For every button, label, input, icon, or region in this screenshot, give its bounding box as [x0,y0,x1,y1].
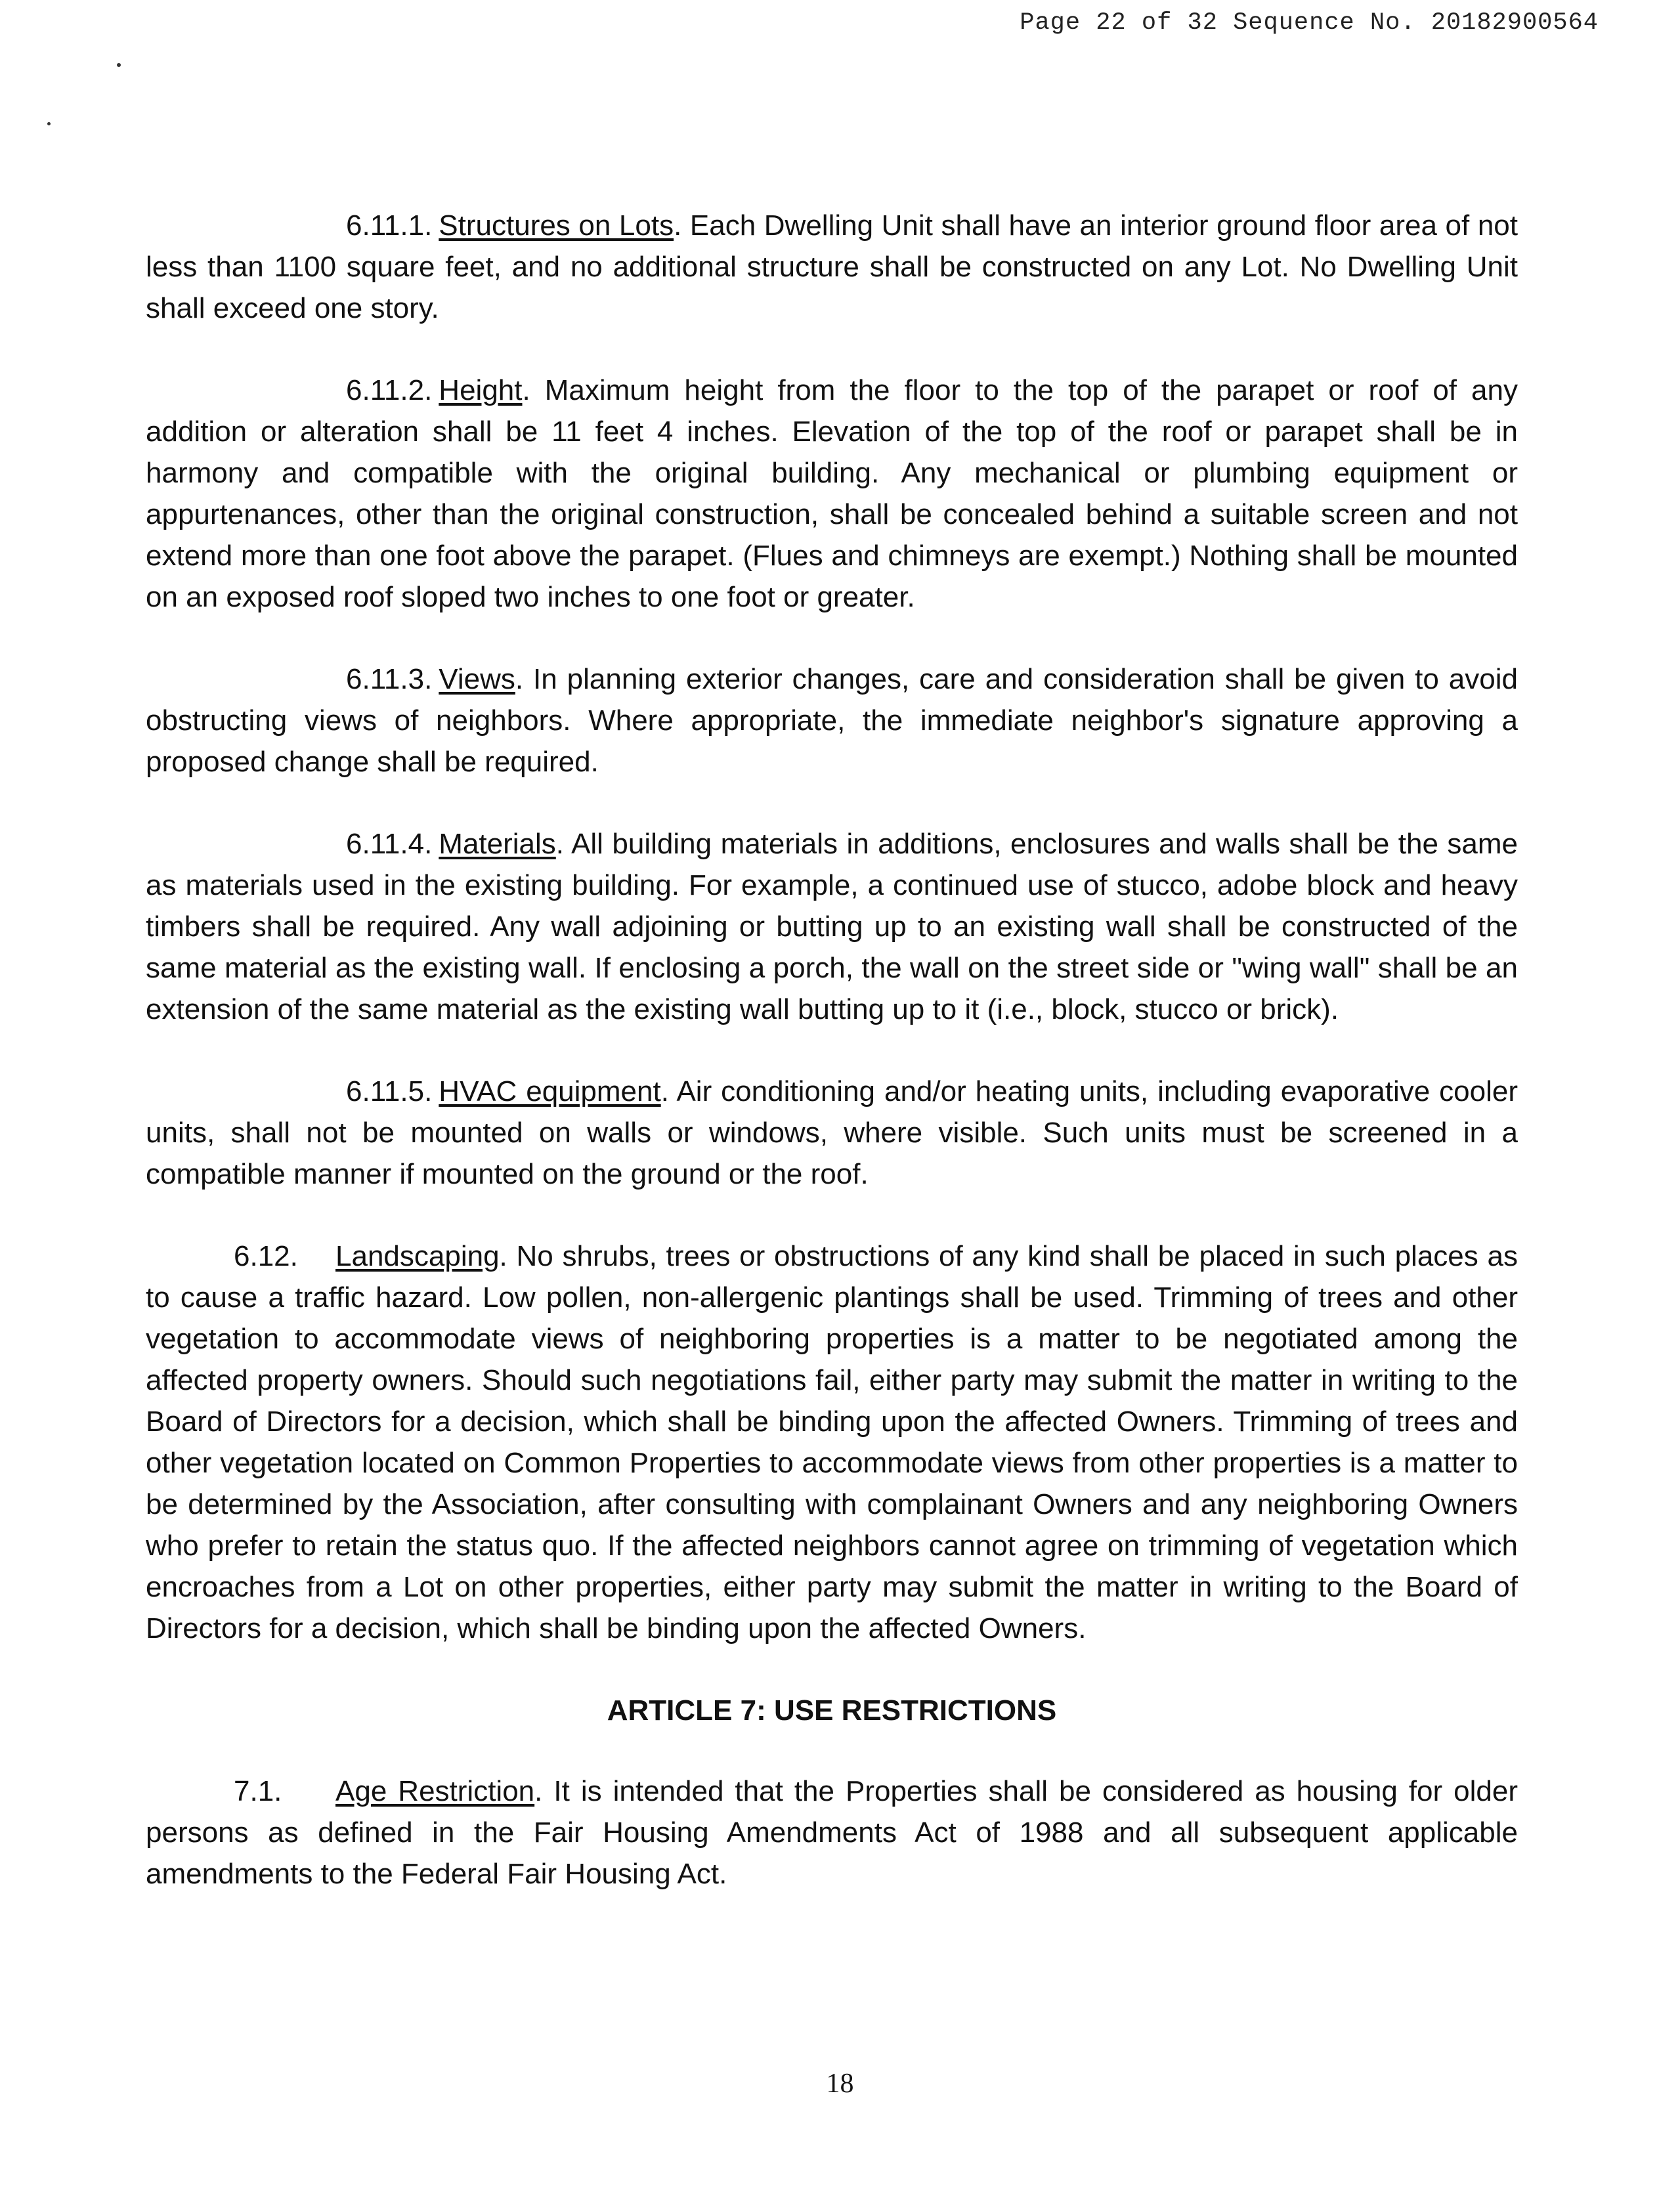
section-6-11-5: 6.11.5. HVAC equipment. Air conditioning and/or heating units, including evaporative cooler units, shall not be mounted on walls or windows, where visible. Such units must be screened in a compatible manner if mounted on the ground or the roof. [146,1071,1518,1195]
section-text: It is intended that the Properties shall be considered as housing for older persons as defined in the Fair Housing Amendments Act of 1988 and all subsequent applicable amendments to the Federal Fair Housing Act. [146,1775,1518,1890]
page-header: Page 22 of 32 Sequence No. 20182900564 [1020,9,1599,37]
section-text: All building materials in additions, enclosures and walls shall be the same as materials used in the existing building. For example, a continued use of stucco, adobe block and heavy timbers shall be required. Any wall adjoining or butting up to an existing wall shall be constructed of the same material as the existing wall. If enclosing a porch, the wall on the street side or "wing wall" shall be an extension of the same material as the existing wall butting up to it (i.e., block, stucco or brick). [146,828,1518,1025]
section-7-1: 7.1. Age Restriction. It is intended that the Properties shall be considered as housing for older persons as defined in the Fair Housing Amendments Act of 1988 and all subsequent applicable amendments to the Federal Fair Housing Act. [146,1771,1518,1895]
article-heading: ARTICLE 7: USE RESTRICTIONS [607,1694,1057,1727]
section-6-12: 6.12. Landscaping. No shrubs, trees or obstructions of any kind shall be placed in such places as to cause a traffic hazard. Low pollen, non-allergenic plantings shall be used. Trimming of trees and other vegetation to accommodate views of neighboring properties is a matter to be negotiated among the affected property owners. Should such negotiations fail, either party may submit the matter in writing to the Board of Directors for a decision, which shall be binding upon the affected Owners. Trimming of trees and other vegetation located on Common Properties to accommodate views from other properties is a matter to be determined by the Association, after consulting with complainant Owners and any neighboring Owners who prefer to retain the status quo. If the affected neighbors cannot agree on trimming of vegetation which encroaches from a Lot on other properties, either party may submit the matter in writing to the Board of Directors for a decision, which shall be binding upon the affected Owners. [146,1235,1518,1649]
scan-speck [47,122,51,125]
section-title: HVAC equipment [439,1075,661,1107]
scan-speck [117,63,121,67]
section-text: Maximum height from the floor to the top of the parapet or roof of any addition or alteration shall be 11 feet 4 inches. Elevation of the top of the roof or parapet shall be in harmony and compatible with the original building. Any mechanical or plumbing equipment or appurtenances, other than the original construction, shall be concealed behind a suitable screen and not extend more than one foot above the parapet. (Flues and chimneys are exempt.) Nothing shall be mounted on an exposed roof sloped two inches to one foot or greater. [146,374,1518,613]
section-title: Materials [439,828,556,860]
section-number: 6.11.4. [346,828,433,860]
section-number: 7.1. [234,1775,282,1807]
document-body [146,205,1518,1935]
section-text: Each Dwelling Unit shall have an interior ground floor area of not less than 1100 square feet, and no additional structure shall be constructed on any Lot. No Dwelling Unit shall exceed one story. [146,209,1518,324]
section-6-11-3: 6.11.3. Views. In planning exterior changes, care and consideration shall be given to avoid obstructing views of neighbors. Where appropriate, the immediate neighbor's signature approving a proposed change shall be required. [146,658,1518,783]
section-number: 6.11.3. [346,663,433,695]
section-title: Views [439,663,515,695]
section-number: 6.11.5. [346,1075,433,1107]
section-title: Structures on Lots [439,209,674,242]
section-number: 6.11.1. [346,209,433,242]
section-6-11-1: 6.11.1. Structures on Lots. Each Dwelling Unit shall have an interior ground floor area of not less than 1100 square feet, and no additional structure shall be constructed on any Lot. No Dwelling Unit shall exceed one story. [146,205,1518,329]
section-number: 6.12. [234,1240,298,1272]
section-title: Age Restriction [335,1775,535,1807]
section-title: Landscaping [335,1240,500,1272]
section-text: Air conditioning and/or heating units, including evaporative cooler units, shall not be mounted on walls or windows, where visible. Such units must be screened in a compatible manner if mounted on the ground or the roof. [146,1075,1518,1190]
section-text: No shrubs, trees or obstructions of any kind shall be placed in such places as to cause a traffic hazard. Low pollen, non-allergenic plantings shall be used. Trimming of trees and other vegetation to accommodate views of neighboring properties is a matter to be negotiated among the affected property owners. Should such negotiations fail, either party may submit the matter in writing to the Board of Directors for a decision, which shall be binding upon the affected Owners. Trimming of trees and other vegetation located on Common Properties to accommodate views from other properties is a matter to be determined by the Association, after consulting with complainant Owners and any neighboring Owners who prefer to retain the status quo. If the affected neighbors cannot agree on trimming of vegetation which encroaches from a Lot on other properties, either party may submit the matter in writing to the Board of Directors for a decision, which shall be binding upon the affected Owners. [146,1240,1518,1644]
section-text: In planning exterior changes, care and consideration shall be given to avoid obstructing views of neighbors. Where appropriate, the immediate neighbor's signature approving a proposed change shall be required. [146,663,1518,778]
section-number: 6.11.2. [346,374,433,406]
page-number: 18 [826,2069,854,2099]
section-6-11-4: 6.11.4. Materials. All building materials in additions, enclosures and walls shall be the same as materials used in the existing building. For example, a continued use of stucco, adobe block and heavy timbers shall be required. Any wall adjoining or butting up to an existing wall shall be constructed of the same material as the existing wall. If enclosing a porch, the wall on the street side or "wing wall" shall be an extension of the same material as the existing wall butting up to it (i.e., block, stucco or brick). [146,823,1518,1030]
section-title: Height [439,374,523,406]
section-6-11-2: 6.11.2. Height. Maximum height from the floor to the top of the parapet or roof of any addition or alteration shall be 11 feet 4 inches. Elevation of the top of the roof or parapet shall be in harmony and compatible with the original building. Any mechanical or plumbing equipment or appurtenances, other than the original construction, shall be concealed behind a suitable screen and not extend more than one foot above the parapet. (Flues and chimneys are exempt.) Nothing shall be mounted on an exposed roof sloped two inches to one foot or greater. [146,370,1518,618]
